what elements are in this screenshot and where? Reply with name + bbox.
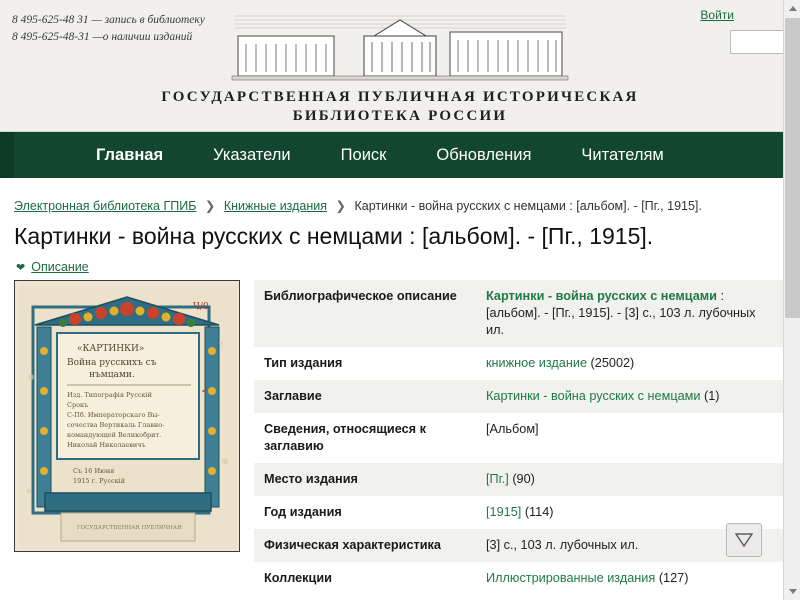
- scroll-up-button[interactable]: [784, 0, 800, 17]
- metadata-table: [254, 280, 784, 595]
- phone-line-1: 8 495-625-48 31 — запись в библиотеку: [12, 14, 205, 26]
- table-row: [254, 463, 784, 496]
- cover-image[interactable]: [14, 280, 240, 552]
- row-value: [Альбом]: [486, 422, 539, 436]
- row-value: [476, 280, 784, 347]
- nav-item-readers[interactable]: Читателям: [581, 145, 664, 164]
- breadcrumb-item-current: Картинки - война русских с немцами : [альбом]. - [Пг., 1915].: [354, 199, 702, 213]
- nav-item-indexes[interactable]: Указатели: [213, 145, 291, 164]
- value-link[interactable]: Картинки - война русских с немцами: [486, 389, 701, 403]
- row-value: [476, 347, 784, 380]
- library-emblem-wrap: [0, 10, 800, 89]
- svg-text:✓: ✓: [201, 386, 209, 396]
- breadcrumb-separator-2: ❯: [335, 199, 347, 213]
- svg-text:Срокъ: Срокъ: [67, 401, 89, 409]
- value-link[interactable]: [1915]: [486, 505, 522, 519]
- row-value: [3] с., 103 л. лубочных ил.: [486, 538, 639, 552]
- svg-text:С-Пб. Императорскаго Вы-: С-Пб. Императорскаго Вы-: [67, 411, 160, 419]
- row-label: Год издания: [264, 505, 342, 519]
- value-count: (1): [704, 389, 720, 403]
- vertical-scrollbar[interactable]: [783, 0, 800, 600]
- svg-text:нъмцами.: нъмцами.: [89, 370, 135, 380]
- row-value: [476, 562, 784, 595]
- site-header: [0, 0, 800, 132]
- breadcrumb-item-library[interactable]: Электронная библиотека ГПИБ: [14, 199, 197, 213]
- svg-text:Съ 16 Июня: Съ 16 Июня: [73, 467, 115, 475]
- triangle-down-outline-icon: [735, 533, 753, 547]
- nav-item-search[interactable]: Поиск: [340, 145, 387, 164]
- page-title: Картинки - война русских с немцами : [альбом]. - [Пг., 1915].: [14, 223, 654, 249]
- svg-text:Ч/0: Ч/0: [193, 302, 209, 312]
- row-value: [476, 380, 784, 413]
- svg-text:Николай Николаевичъ: Николай Николаевичъ: [67, 441, 146, 449]
- row-label: Место издания: [264, 472, 358, 486]
- triangle-up-icon: [789, 6, 797, 11]
- row-label: Библиографическое описание: [264, 289, 457, 303]
- site-title-line-2: БИБЛИОТЕКА РОССИИ: [292, 108, 508, 124]
- scrollbar-thumb[interactable]: [785, 18, 800, 318]
- value-link[interactable]: книжное издание: [486, 356, 588, 370]
- breadcrumb-separator-1: ❯: [204, 199, 216, 213]
- row-label: Физическая характеристика: [264, 538, 441, 552]
- table-row: [254, 413, 784, 463]
- value-count: (25002): [590, 356, 635, 370]
- phone-line-2: 8 495-625-48-31 —о наличии изданий: [12, 31, 193, 43]
- svg-text:1915 г. Русскій: 1915 г. Русскій: [73, 477, 126, 485]
- nav-item-updates[interactable]: Обновления: [436, 145, 532, 164]
- table-row: [254, 562, 784, 595]
- main-navigation: [0, 132, 800, 178]
- svg-text:командующей Великобрит.: командующей Великобрит.: [67, 431, 162, 439]
- triangle-down-icon: [789, 589, 797, 594]
- metadata-table-wrap: [254, 280, 784, 595]
- login-link[interactable]: Войти: [700, 8, 734, 22]
- nav-item-home[interactable]: Главная: [96, 145, 164, 164]
- table-row: [254, 280, 784, 347]
- row-label: Коллекции: [264, 571, 332, 585]
- site-title: [0, 88, 800, 126]
- description-toggle[interactable]: [0, 251, 800, 280]
- svg-text:сочества Вертикаль Главно-: сочества Вертикаль Главно-: [67, 421, 165, 429]
- table-row: [254, 380, 784, 413]
- value-link[interactable]: [Пг.]: [486, 472, 509, 486]
- svg-text:Изд. Типографiя Русскій: Изд. Типографiя Русскій: [67, 391, 152, 399]
- bib-title: Картинки - война русских с немцами: [486, 289, 717, 303]
- row-label: Тип издания: [264, 356, 343, 370]
- record-content: [0, 280, 800, 595]
- row-value: [476, 463, 784, 496]
- svg-text:ГОСУДАРСТВЕННАЯ ПУБЛИЧНАЯ: ГОСУДАРСТВЕННАЯ ПУБЛИЧНАЯ: [77, 525, 182, 531]
- bib-rest: : [альбом]. - [Пг., 1915]. - [3] с., 103 л. лубочных ил.: [486, 289, 756, 337]
- table-row: [254, 347, 784, 380]
- row-label: Сведения, относящиеся к заглавию: [264, 422, 426, 453]
- main-navigation-wrap: [0, 132, 800, 188]
- value-link[interactable]: Иллюстрированные издания: [486, 571, 656, 585]
- svg-text:«КАРТИНКИ»: «КАРТИНКИ»: [77, 344, 145, 354]
- row-label: Заглавие: [264, 389, 322, 403]
- description-toggle-label: Описание: [31, 260, 89, 274]
- library-building-icon: [224, 10, 576, 84]
- value-count: (90): [512, 472, 535, 486]
- value-count: (127): [658, 571, 689, 585]
- breadcrumb: [0, 188, 800, 213]
- collapse-toggle-button[interactable]: [726, 523, 762, 557]
- scroll-down-button[interactable]: [784, 583, 800, 600]
- site-title-line-1: ГОСУДАРСТВЕННАЯ ПУБЛИЧНАЯ ИСТОРИЧЕСКАЯ: [161, 89, 639, 105]
- svg-text:Война русскихъ съ: Война русскихъ съ: [67, 358, 157, 368]
- table-row: [254, 529, 784, 562]
- chevron-down-icon: ❤: [16, 261, 26, 274]
- table-row: [254, 496, 784, 529]
- value-count: (114): [524, 505, 554, 519]
- breadcrumb-item-books[interactable]: Книжные издания: [223, 199, 328, 213]
